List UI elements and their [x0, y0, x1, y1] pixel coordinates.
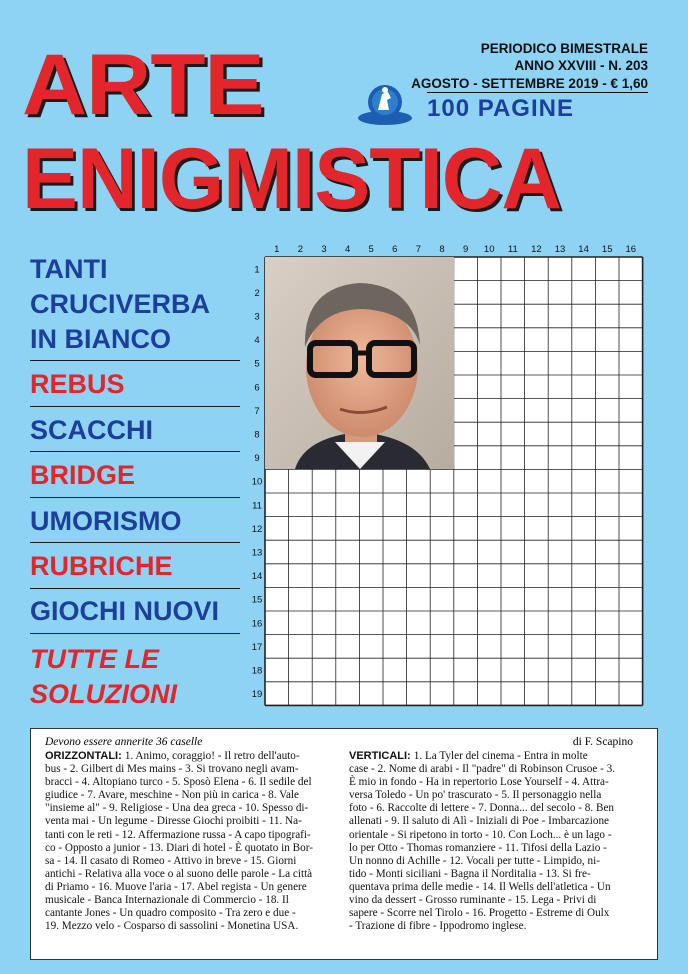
- clue-line: [349, 868, 639, 881]
- menu-item: SCACCHI: [30, 415, 154, 445]
- clue-line: [45, 829, 331, 842]
- clue-line: [349, 829, 639, 842]
- row-number: 7: [254, 405, 260, 417]
- page-count: 100 PAGINE: [427, 95, 574, 122]
- clue-line: [45, 920, 331, 933]
- clue-line: [45, 855, 331, 868]
- row-number: 1: [254, 264, 260, 276]
- clue-text: bus - 2. Gilbert di Mes mains - 3. Si trovano negli avam-: [45, 763, 299, 776]
- clue-text: "insieme al" - 9. Religiose - Una dea greca - 10. Spesso di-: [45, 802, 309, 815]
- clue-line: [45, 776, 331, 789]
- celebrity-photo: [265, 257, 454, 469]
- clue-text: allenati - 9. Il saluto di Alì - Iniziali di Poe - Imbarcazione: [349, 815, 610, 828]
- clue-line: [45, 894, 331, 907]
- menu-item: UMORISMO: [30, 506, 182, 536]
- clue-line: [349, 907, 639, 920]
- clue-line: [349, 881, 639, 894]
- clue-text: versa Toledo - Un po' trascurato - 5. Il personaggio nella: [349, 789, 602, 802]
- clue-text: 19. Mezzo velo - Cosparso di sassolini - Monetina USA.: [45, 920, 299, 933]
- clue-line: [45, 815, 331, 828]
- menu-item: BRIDGE: [30, 460, 136, 490]
- clue-text: È mio in fondo - Ha in repertorio Lose Yourself - 4. Attra-: [349, 776, 609, 789]
- clue-text: vino da dessert - Grosso ruminante - 15. Lega - Privi di: [349, 894, 597, 907]
- masthead-title-line2: ENIGMISTICA: [22, 131, 561, 227]
- column-number: 7: [415, 244, 422, 255]
- menu-item: IN BIANCO: [30, 324, 171, 354]
- row-number: 16: [251, 618, 263, 630]
- column-number: 13: [554, 244, 566, 255]
- column-number: 4: [344, 244, 351, 255]
- column-number: 9: [462, 244, 469, 255]
- clue-line: [45, 750, 331, 763]
- column-number: 2: [297, 244, 304, 255]
- menu-item: CRUCIVERBA: [30, 289, 211, 319]
- periodicity-label: PERIODICO BIMESTRALE: [480, 41, 648, 56]
- clue-text: case - 2. Nome di arabi - Il "padre" di Robinson Crusoe - 3.: [349, 763, 616, 776]
- clue-text: di Priamo - 16. Muove l'aria - 17. Abel regista - Un genere: [45, 880, 307, 893]
- column-number: 11: [507, 244, 518, 255]
- clue-text: giudice - 7. Avare, meschine - Non più in carica - 8. Vale: [45, 789, 300, 802]
- clue-text: quentava prima delle medie - 14. Il Wells dell'atletica - Un: [349, 880, 611, 893]
- clue-line: [349, 763, 639, 776]
- column-number: 10: [483, 244, 495, 255]
- row-number: 3: [254, 311, 260, 323]
- column-number: 1: [274, 244, 280, 255]
- clue-line: [349, 776, 639, 789]
- clue-line: [349, 789, 639, 802]
- clue-text: - Trazione di fibre - Ippodromo inglese.: [349, 920, 527, 933]
- clue-line: [45, 868, 331, 881]
- clue-text: musicale - Banca Internazionale di Commercio - 18. Il: [45, 894, 289, 907]
- column-number: 6: [392, 244, 398, 255]
- clue-heading: ORIZZONTALI:: [45, 750, 125, 762]
- column-number: 14: [578, 244, 589, 255]
- row-number: 9: [254, 453, 260, 465]
- clue-text: sapere - Scorre nel Tirolo - 16. Progetto - Estreme di Oulx: [349, 907, 610, 920]
- clue-line: [45, 789, 331, 802]
- clue-text: cantante Jones - Un quadro composito - Tra zero e due -: [45, 907, 296, 920]
- row-number: 12: [251, 523, 263, 535]
- clue-line: [349, 802, 639, 815]
- menu-item: GIOCHI NUOVI: [30, 596, 220, 626]
- column-number: 15: [601, 244, 613, 255]
- issue-number: ANNO XXVIII - N. 203: [514, 58, 648, 73]
- row-number: 19: [251, 689, 263, 701]
- menu-item: SOLUZIONI: [30, 679, 177, 709]
- clue-text: antichi - Relativa alla voce o al suono delle parole - La città: [45, 867, 313, 880]
- clue-text: lo per Otto - Thomas romanziere - 11. Tifosi della Lazio -: [349, 841, 607, 854]
- clue-note: Devono essere annerite 36 caselle: [45, 736, 203, 748]
- masthead-title-line1: ARTE: [22, 37, 264, 133]
- row-number: 8: [254, 429, 260, 441]
- clue-author: di F. Scapino: [572, 736, 633, 748]
- clue-text: tanti con le reti - 12. Affermazione russa - A capo tipografi-: [45, 828, 311, 841]
- clue-text: orientale - Si ripetono in torto - 10. Con Loch... è un lago -: [349, 828, 612, 841]
- clue-line: [349, 842, 639, 855]
- clue-text: sa - 14. Il casato di Romeo - Attivo in breve - 15. Giorni: [45, 854, 297, 867]
- clue-line: [45, 881, 331, 894]
- row-number: 15: [251, 594, 263, 606]
- row-number: 2: [254, 287, 260, 299]
- menu-item: TANTI: [30, 254, 108, 284]
- clues-panel: [30, 728, 658, 960]
- row-number: 17: [251, 641, 263, 653]
- clue-line: [45, 842, 331, 855]
- date-price: AGOSTO - SETTEMBRE 2019 - € 1,60: [411, 76, 648, 91]
- clue-line: [45, 802, 331, 815]
- row-number: 18: [251, 665, 263, 677]
- clue-line: [45, 907, 331, 920]
- clue-line: [45, 763, 331, 776]
- clue-text: tido - Monti siciliani - Bagna il Norditalia - 13. Si fre-: [349, 867, 591, 880]
- clue-text: bracci - 4. Altopiano turco - 5. Sposò Elena - 6. Il sedile del: [45, 776, 312, 789]
- menu-item: TUTTE LE: [30, 644, 159, 674]
- menu-item: RUBRICHE: [30, 551, 173, 581]
- row-number: 14: [251, 571, 263, 583]
- clue-line: [349, 815, 639, 828]
- clue-line: [349, 855, 639, 868]
- clue-line: [349, 894, 639, 907]
- column-number: 5: [368, 244, 374, 255]
- clues-down: [349, 750, 639, 933]
- clues-across: [45, 750, 331, 933]
- clue-text: co - Opposto a junior - 13. Diari di hotel - È quotato in Bor-: [45, 841, 313, 854]
- column-number: 8: [439, 244, 445, 255]
- clue-line: [349, 750, 639, 763]
- column-number: 12: [531, 244, 542, 255]
- row-number: 10: [251, 476, 263, 488]
- clue-text: 1. La Tyler del cinema - Entra in molte: [413, 750, 588, 762]
- clue-heading: VERTICALI:: [349, 750, 414, 762]
- row-number: 4: [254, 335, 260, 347]
- menu-item: REBUS: [30, 369, 125, 399]
- row-number: 13: [251, 547, 263, 559]
- clue-text: venta mai - Un legume - Diresse Giochi proibiti - 11. Na-: [45, 815, 302, 828]
- row-number: 6: [254, 382, 260, 394]
- column-number: 3: [321, 244, 327, 255]
- row-number: 5: [254, 358, 260, 370]
- clue-text: Un nonno di Achille - 12. Vocali per tutte - Limpido, ni-: [349, 854, 600, 867]
- clue-line: [349, 920, 639, 933]
- clue-text: 1. Animo, coraggio! - Il retro dell'auto-: [124, 750, 300, 762]
- row-number: 11: [252, 500, 262, 512]
- clue-text: foto - 6. Raccolte di lettere - 7. Donna... del secolo - 8. Ben: [349, 802, 614, 815]
- column-number: 16: [625, 244, 637, 255]
